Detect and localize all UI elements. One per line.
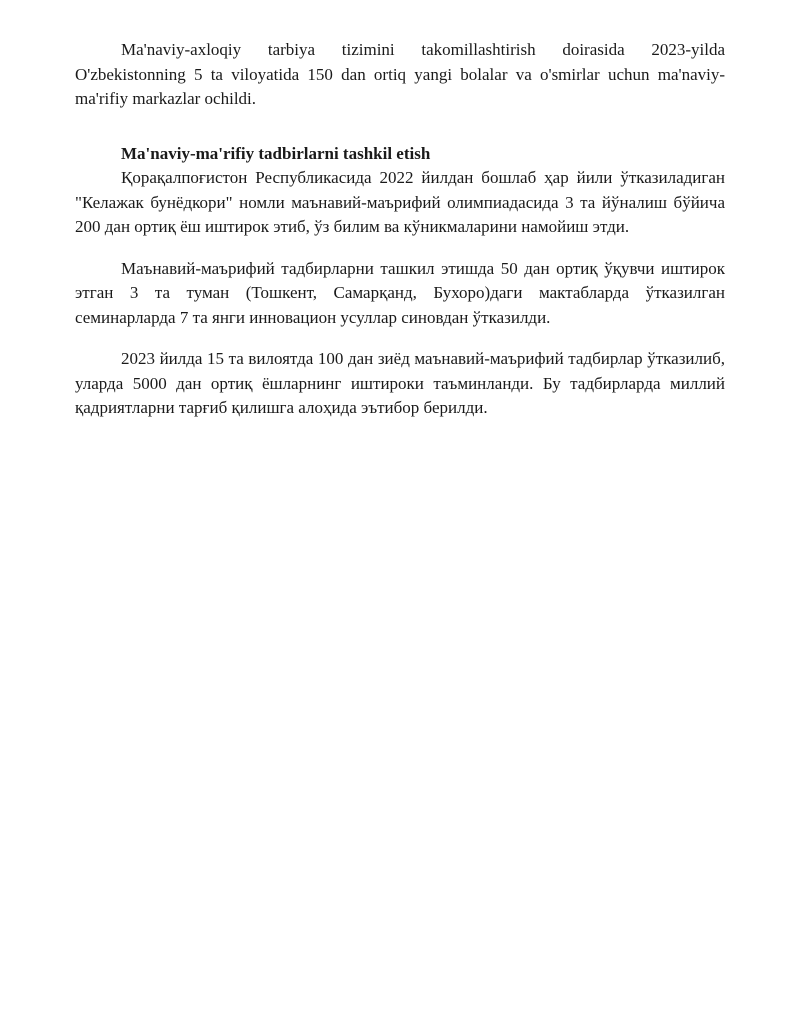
paragraph-olympiad: Қорақалпоғистон Республикасида 2022 йилдан бошлаб ҳар йили ўтказиладиган "Келажак бунёдкори" номли маънавий-маърифий олимпиадасида 3 та йўналиш бўйича 200 дан ортиқ ёш иштирок этиб, ўз билим ва кўникмаларини намойиш этди. <box>75 168 725 236</box>
document-page <box>75 38 725 421</box>
section-heading: Ma'naviy-ma'rifiy tadbirlarni tashkil etish <box>121 143 431 163</box>
paragraph-seminars: Маънавий-маърифий тадбирларни ташкил этишда 50 дан ортиқ ўқувчи иштирок этган 3 та туман (Тошкент, Самарқанд, Бухоро)даги мактабларда ўтказилган семинарларда 7 та янги инновацион усуллар синовдан ўтказилди. <box>75 258 725 327</box>
paragraph-events: 2023 йилда 15 та вилоятда 100 дан зиёд маънавий-маърифий тадбирлар ўтказилиб, уларда 5000 дан ортиқ ёшларнинг иштироки таъминланди. Бу тадбирларда миллий қадриятларни тарғиб қилишга алоҳида эътибор берилди. <box>75 349 725 417</box>
paragraph-intro: Ma'naviy-axloqiy tarbiya tizimini takomillashtirish doirasida 2023-yilda O'zbekistonning 5 ta viloyatida 150 dan ortiq yangi bolalar va o'smirlar uchun ma'naviy-ma'rifiy markazlar ochildi. <box>75 40 725 108</box>
